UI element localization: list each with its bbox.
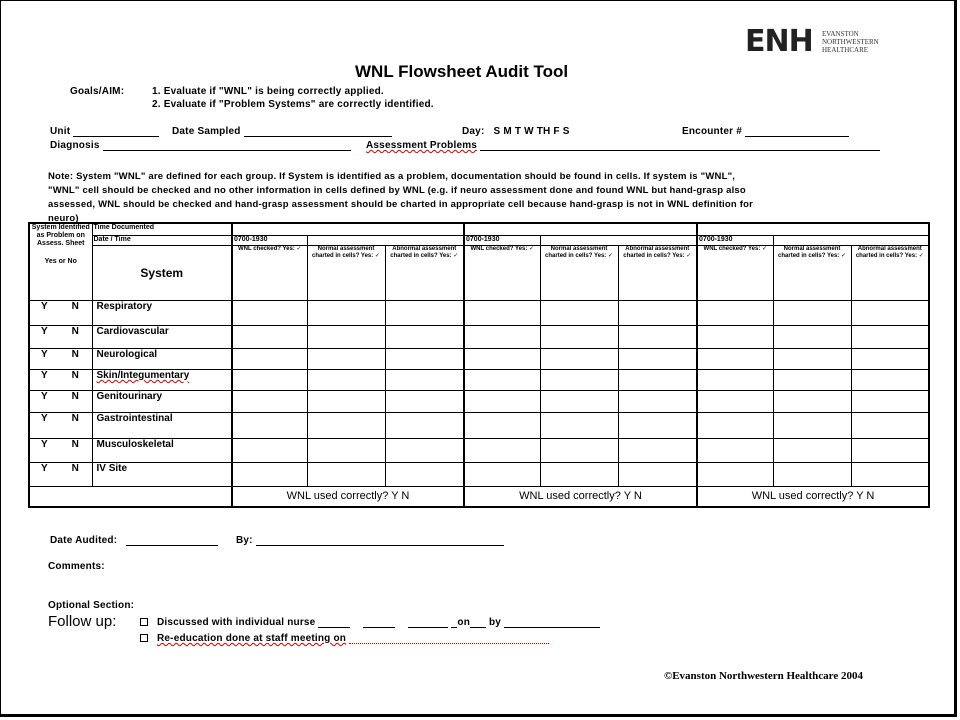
entry-cell[interactable] (851, 413, 929, 439)
entry-cell[interactable] (232, 390, 307, 413)
entry-cell[interactable] (697, 413, 773, 439)
yes-no-cell[interactable] (29, 463, 92, 487)
diagnosis-label: Diagnosis (50, 140, 100, 151)
entry-cell[interactable] (540, 370, 618, 391)
note-line-4: neuro) (48, 213, 79, 224)
note-block (48, 170, 753, 226)
diagnosis-field[interactable] (50, 140, 351, 151)
copyright: ©Evanston Northwestern Healthcare 2004 (664, 670, 863, 682)
system-rows (29, 301, 929, 487)
yes-no-cell[interactable] (29, 413, 92, 439)
entry-cell[interactable] (773, 301, 851, 326)
entry-cell[interactable] (540, 413, 618, 439)
entry-cell[interactable] (307, 348, 385, 370)
entry-cell[interactable] (464, 438, 540, 463)
logo-line-2: NORTHWESTERN (822, 38, 879, 46)
logo-line-1: EVANSTON (822, 30, 859, 38)
re-education-line[interactable] (349, 634, 549, 644)
entry-cell[interactable] (307, 438, 385, 463)
logo-line-3: HEALTHCARE (822, 46, 869, 54)
no-option[interactable]: N (71, 348, 79, 360)
table-row (29, 438, 929, 463)
page-title: WNL Flowsheet Audit Tool (355, 62, 569, 81)
entry-cell[interactable] (385, 301, 464, 326)
entry-cell[interactable] (307, 413, 385, 439)
entry-cell[interactable] (464, 463, 540, 487)
table-row (29, 390, 929, 413)
unit-line[interactable] (73, 127, 159, 137)
time-documented-label: Time Documented (92, 223, 232, 235)
system-name: Skin/Integumentary (92, 370, 232, 391)
discussed-label: Discussed with individual nurse (156, 617, 316, 628)
table-row (29, 301, 929, 326)
entry-cell[interactable] (618, 370, 697, 391)
entry-cell[interactable] (464, 390, 540, 413)
goals-label: Goals/AIM: (70, 86, 125, 97)
yes-option[interactable]: Y (41, 370, 48, 382)
entry-cell[interactable] (851, 348, 929, 370)
abnormal-header-2: Abnormal assessment charted in cells? Yes: ✓ (618, 246, 697, 301)
entry-cell[interactable] (307, 390, 385, 413)
yes-no-cell[interactable] (29, 390, 92, 413)
entry-cell[interactable] (464, 413, 540, 439)
no-option[interactable]: N (71, 370, 79, 382)
corner-header-text: System Identified as Problem on Assess. Sheet (31, 224, 90, 247)
date-cell-group-1[interactable] (307, 235, 464, 245)
entry-cell[interactable] (307, 370, 385, 391)
enh-logo: ENH (745, 24, 813, 59)
date-audited-line[interactable] (126, 536, 218, 546)
entry-cell[interactable] (697, 326, 773, 349)
entry-cell[interactable] (851, 370, 929, 391)
note-line-1: Note: System "WNL" are defined for each group. If System is identified as a problem, documentation should be found in cells. If system is "WNL", (48, 171, 736, 182)
assessment-label: Assessment Problems (366, 140, 478, 151)
entry-cell[interactable] (232, 370, 307, 391)
table-row (29, 370, 929, 391)
entry-cell[interactable] (851, 438, 929, 463)
time-cell-group-1[interactable] (232, 223, 464, 235)
date-sampled-field[interactable] (172, 126, 392, 137)
system-header: System (92, 246, 232, 301)
date-cell-group-3[interactable] (773, 235, 929, 245)
normal-header-3: Normal assessment charted in cells? Yes: ✓ (773, 246, 851, 301)
table-row (29, 463, 929, 487)
entry-cell[interactable] (464, 370, 540, 391)
day-label: Day: (462, 126, 485, 137)
encounter-label: Encounter # (682, 126, 742, 137)
entry-cell[interactable] (385, 413, 464, 439)
re-education-label: Re-education done at staff meeting on (156, 633, 347, 644)
wnl-used-group-2[interactable]: WNL used correctly? Y N (464, 486, 697, 507)
day-field (462, 126, 570, 137)
day-options[interactable]: S M T W TH F S (493, 126, 570, 137)
yes-option[interactable]: Y (41, 463, 48, 475)
entry-cell[interactable] (464, 301, 540, 326)
no-option[interactable]: N (71, 463, 79, 475)
entry-cell[interactable] (464, 348, 540, 370)
discussed-by-line[interactable] (504, 618, 600, 628)
optional-section-label: Optional Section: (48, 600, 135, 611)
entry-cell[interactable] (773, 326, 851, 349)
entry-cell[interactable] (232, 326, 307, 349)
assessment-line[interactable] (480, 141, 880, 151)
system-name: Musculoskeletal (92, 438, 232, 463)
table-row (29, 326, 929, 349)
entry-cell[interactable] (773, 413, 851, 439)
no-option[interactable]: N (71, 438, 79, 450)
comments-label: Comments: (48, 561, 105, 572)
entry-cell[interactable] (773, 348, 851, 370)
shift-group-1: 0700-1930 (232, 235, 307, 245)
discussed-on-label: on (457, 617, 471, 628)
column-header-row (29, 246, 929, 301)
logo-subtitle (822, 30, 879, 54)
audit-table (28, 222, 930, 508)
abnormal-header-3: Abnormal assessment charted in cells? Yes: ✓ (851, 246, 929, 301)
system-name: Neurological (92, 348, 232, 370)
diagnosis-line[interactable] (103, 141, 351, 151)
corner-header (29, 223, 92, 301)
date-audited-label: Date Audited: (50, 535, 118, 546)
unit-label: Unit (50, 126, 71, 137)
entry-cell[interactable] (385, 438, 464, 463)
entry-cell[interactable] (618, 301, 697, 326)
system-name: Cardiovascular (92, 326, 232, 349)
entry-cell[interactable] (540, 348, 618, 370)
entry-cell[interactable] (540, 326, 618, 349)
date-sampled-line[interactable] (244, 127, 392, 137)
normal-header-1: Normal assessment charted in cells? Yes: ✓ (307, 246, 385, 301)
entry-cell[interactable] (618, 438, 697, 463)
entry-cell[interactable] (618, 326, 697, 349)
audited-by-line[interactable] (256, 536, 504, 546)
entry-cell[interactable] (540, 438, 618, 463)
discussed-by-label: by (489, 617, 502, 628)
table-row (29, 348, 929, 370)
no-option[interactable]: N (71, 390, 79, 402)
entry-cell[interactable] (618, 413, 697, 439)
yes-no-cell[interactable] (29, 326, 92, 349)
yes-option[interactable]: Y (41, 390, 48, 402)
shift-group-2: 0700-1930 (464, 235, 540, 245)
encounter-line[interactable] (745, 127, 849, 137)
entry-cell[interactable] (851, 463, 929, 487)
no-option[interactable]: N (71, 413, 79, 425)
wnl-used-row (29, 486, 929, 507)
assessment-field[interactable] (366, 140, 880, 151)
entry-cell[interactable] (540, 301, 618, 326)
time-documented-row (29, 223, 929, 235)
entry-cell[interactable] (540, 463, 618, 487)
goal-item-1: 1. Evaluate if "WNL" is being correctly applied. (152, 86, 384, 97)
time-cell-group-2[interactable] (464, 223, 697, 235)
yes-no-cell[interactable] (29, 348, 92, 370)
audited-by-label: By: (236, 535, 253, 546)
yes-option[interactable]: Y (41, 438, 48, 450)
date-time-row (29, 235, 929, 245)
entry-cell[interactable] (232, 438, 307, 463)
wnl-checked-header-2: WNL checked? Yes: ✓ (464, 246, 540, 301)
system-name: Gastrointestinal (92, 413, 232, 439)
yes-option[interactable]: Y (41, 301, 48, 313)
entry-cell[interactable] (385, 370, 464, 391)
encounter-field[interactable] (682, 126, 849, 137)
entry-cell[interactable] (851, 301, 929, 326)
table-row (29, 413, 929, 439)
re-education-checkbox[interactable] (140, 634, 148, 642)
entry-cell[interactable] (385, 390, 464, 413)
system-name: Respiratory (92, 301, 232, 326)
entry-cell[interactable] (385, 463, 464, 487)
shift-group-3: 0700-1930 (697, 235, 773, 245)
discussed-date-line[interactable] (470, 618, 486, 628)
unit-field[interactable] (50, 126, 159, 137)
date-sampled-label: Date Sampled (172, 126, 241, 137)
note-line-2: "WNL" cell should be checked and no other information in cells defined by WNL (e.g. if neuro assessment done and found WNL but hand-grasp also (48, 185, 746, 196)
time-cell-group-3[interactable] (697, 223, 929, 235)
yes-option[interactable]: Y (41, 413, 48, 425)
entry-cell[interactable] (307, 326, 385, 349)
abnormal-header-1: Abnormal assessment charted in cells? Yes: ✓ (385, 246, 464, 301)
yes-option[interactable]: Y (41, 326, 48, 337)
entry-cell[interactable] (697, 301, 773, 326)
entry-cell[interactable] (385, 348, 464, 370)
entry-cell[interactable] (697, 348, 773, 370)
entry-cell[interactable] (307, 301, 385, 326)
discussed-checkbox[interactable] (140, 618, 148, 626)
yes-no-cell[interactable] (29, 301, 92, 326)
system-name: IV Site (92, 463, 232, 487)
follow-up-option-1[interactable] (140, 617, 600, 628)
entry-cell[interactable] (385, 326, 464, 349)
entry-cell[interactable] (232, 348, 307, 370)
entry-cell[interactable] (851, 390, 929, 413)
entry-cell[interactable] (618, 390, 697, 413)
normal-header-2: Normal assessment charted in cells? Yes: ✓ (540, 246, 618, 301)
date-cell-group-2[interactable] (540, 235, 697, 245)
follow-up-label: Follow up: (48, 613, 117, 630)
discussed-line-1[interactable] (318, 618, 350, 628)
follow-up-option-2[interactable] (140, 633, 549, 644)
entry-cell[interactable] (307, 463, 385, 487)
entry-cell[interactable] (540, 390, 618, 413)
entry-cell[interactable] (697, 370, 773, 391)
entry-cell[interactable] (773, 370, 851, 391)
system-name: Genitourinary (92, 390, 232, 413)
entry-cell[interactable] (618, 463, 697, 487)
entry-cell[interactable] (773, 390, 851, 413)
entry-cell[interactable] (232, 301, 307, 326)
yes-no-cell[interactable] (29, 370, 92, 391)
entry-cell[interactable] (851, 326, 929, 349)
entry-cell[interactable] (697, 438, 773, 463)
no-option[interactable]: N (71, 301, 79, 313)
discussed-line-3[interactable] (408, 618, 448, 628)
entry-cell[interactable] (618, 348, 697, 370)
no-option[interactable]: N (71, 326, 79, 337)
entry-cell[interactable] (697, 463, 773, 487)
wnl-used-spacer (29, 486, 232, 507)
yes-option[interactable]: Y (41, 348, 48, 360)
yes-no-cell[interactable] (29, 438, 92, 463)
date-audited-field[interactable] (50, 535, 218, 546)
wnl-used-group-1[interactable]: WNL used correctly? Y N (232, 486, 464, 507)
discussed-line-2[interactable] (363, 618, 395, 628)
wnl-used-group-3[interactable]: WNL used correctly? Y N (697, 486, 929, 507)
wnl-checked-header-1: WNL checked? Yes: ✓ (232, 246, 307, 301)
goal-item-2: 2. Evaluate if "Problem Systems" are correctly identified. (152, 99, 434, 110)
wnl-checked-header-3: WNL checked? Yes: ✓ (697, 246, 773, 301)
entry-cell[interactable] (773, 463, 851, 487)
entry-cell[interactable] (232, 463, 307, 487)
note-line-3: assessed, WNL should be checked and hand-grasp assessment should be charted in appropriate cell because hand-grasp is not in WNL definition for (48, 199, 754, 210)
audited-by-field[interactable] (236, 535, 504, 546)
date-time-label: Date / Time (92, 235, 232, 245)
entry-cell[interactable] (697, 390, 773, 413)
entry-cell[interactable] (232, 413, 307, 439)
entry-cell[interactable] (773, 438, 851, 463)
yes-no-label: Yes or No (44, 258, 77, 265)
entry-cell[interactable] (464, 326, 540, 349)
